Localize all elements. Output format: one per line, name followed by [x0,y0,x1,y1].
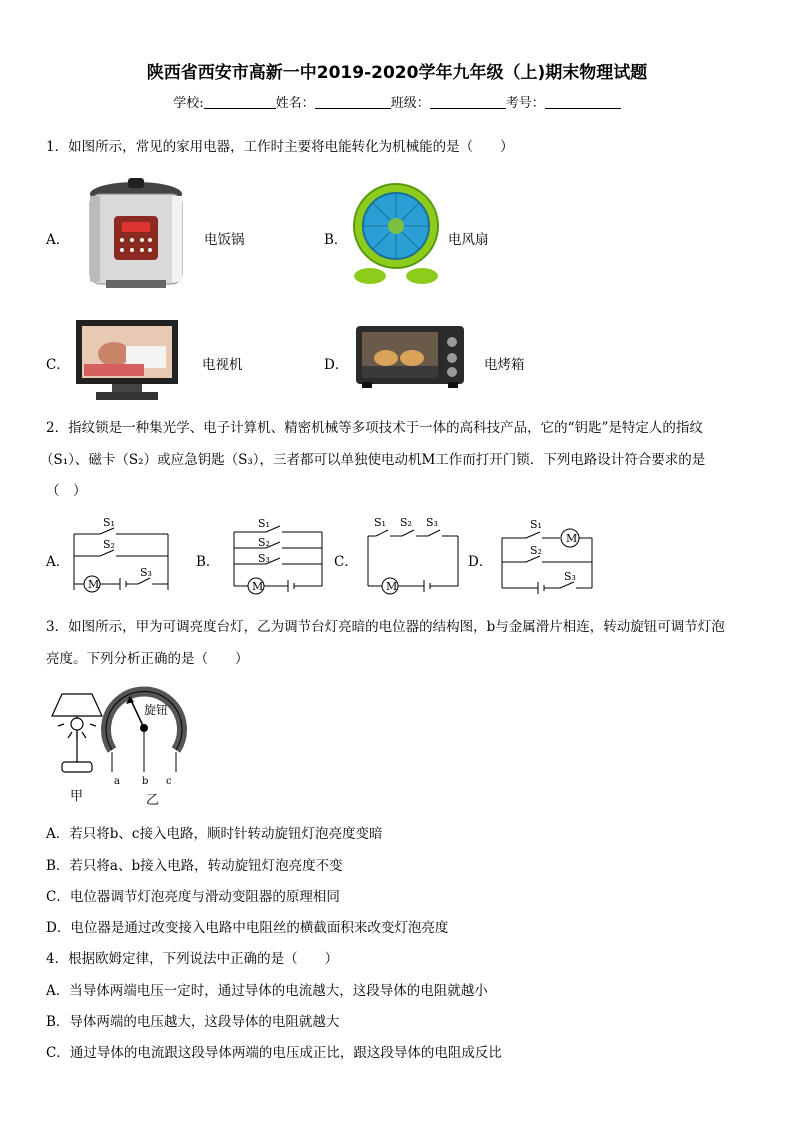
switch-s2-label: S₂ [530,544,542,557]
figure-jia-label: 甲 [70,789,84,804]
switch-s2-label: S₂ [103,538,115,551]
switch-s3-label: S₃ [426,516,438,529]
q2-stem-line2: （S₁）、磁卡（S₂）或应急钥匙（S₃），三者都可以单独使电动机M工作而打开门锁．下列电路设计符合要求的是 [40,452,706,468]
q2-option-c-letter: C． [334,554,358,570]
q1-option-a-letter: A． [46,232,70,248]
q2-stem-line3: （ ） [46,483,87,499]
q1-option-c-label: 电视机 [202,357,243,373]
q2-option-a-letter: A． [46,554,70,570]
q1-option-b-label: 电风扇 [448,232,489,248]
q1-option-d-letter: D． [324,357,349,373]
q2-option-d-letter: D． [468,554,493,570]
rice-cooker-image [76,176,196,294]
television-image [74,318,180,404]
motor-label: M [386,580,398,593]
class-blank [430,96,506,109]
switch-s1-label: S₁ [530,518,542,531]
switch-s2-label: S₂ [400,516,412,529]
electric-fan-image [350,176,442,288]
motor-label: M [88,578,100,591]
q2-circuit-a [70,514,174,598]
q3-stem-line1: 3．如图所示，甲为可调亮度台灯，乙为调节台灯亮暗的电位器的结构图，b与金属滑片相连，转动旋钮可调节灯泡 [46,619,725,635]
q3-option-a: A．若只将b、c接入电路，顺时针转动旋钮灯泡亮度变暗 [46,826,383,842]
q1-option-a-label: 电饭锅 [204,232,245,248]
q2-circuit-b [226,516,330,598]
terminal-b-label: b [142,776,149,787]
q3-option-d: D．电位器是通过改变接入电路中电阻丝的横截面积来改变灯泡亮度 [46,920,449,936]
class-label: 班级： [390,96,430,111]
switch-s3-label: S₃ [258,552,270,565]
q1-option-d-label: 电烤箱 [484,357,525,373]
q4-option-a: A．当导体两端电压一定时，通过导体的电流越大，这段导体的电阻就越小 [46,983,488,999]
q1-option-c-letter: C． [46,357,70,373]
exam-no-blank [545,96,621,109]
switch-s2-label: S₂ [258,536,270,549]
q3-figure [44,686,194,808]
student-info-line [0,92,794,111]
q1-option-b-letter: B． [324,232,348,248]
q3-option-b: B．若只将a、b接入电路，转动旋钮灯泡亮度不变 [46,858,343,874]
school-blank [204,96,276,109]
terminal-c-label: c [166,776,172,787]
terminal-a-label: a [114,776,120,787]
switch-s3-label: S₃ [564,570,576,583]
switch-s1-label: S₁ [258,517,270,530]
name-blank [315,96,391,109]
school-label: 学校: [173,96,204,111]
exam-no-label: 考号： [505,96,545,111]
switch-s1-label: S₁ [103,516,115,529]
q2-circuit-d [496,514,600,598]
switch-s3-label: S₃ [140,566,152,579]
motor-label: M [566,532,578,545]
q3-stem-line2: 亮度。下列分析正确的是（ ） [46,651,249,667]
q2-option-b-letter: B． [196,554,220,570]
q3-option-c: C．电位器调节灯泡亮度与滑动变阻器的原理相同 [46,889,340,905]
figure-yi-label: 乙 [146,793,160,808]
q4-option-b: B．导体两端的电压越大，这段导体的电阻就越大 [46,1014,340,1030]
switch-s1-label: S₁ [374,516,386,529]
motor-label: M [252,580,264,593]
q4-stem: 4．根据欧姆定律，下列说法中正确的是（ ） [46,951,339,967]
page-title: 陕西省西安市高新一中2019-2020学年九年级（上)期末物理试题 [146,63,648,83]
q2-stem-line1: 2．指纹锁是一种集光学、电子计算机、精密机械等多项技术于一体的高科技产品，它的“钥匙”是特定人的指纹 [46,420,703,436]
q2-circuit-c [362,514,466,600]
table-lamp-drawing [52,694,102,772]
name-label: 姓名： [275,96,315,111]
q1-stem: 1．如图所示，常见的家用电器，工作时主要将电能转化为机械能的是（ ） [46,139,514,155]
q4-option-c: C．通过导体的电流跟这段导体两端的电压成正比，跟这段导体的电阻成反比 [46,1045,502,1061]
electric-oven-image [354,320,466,390]
knob-label: 旋钮 [144,703,169,717]
